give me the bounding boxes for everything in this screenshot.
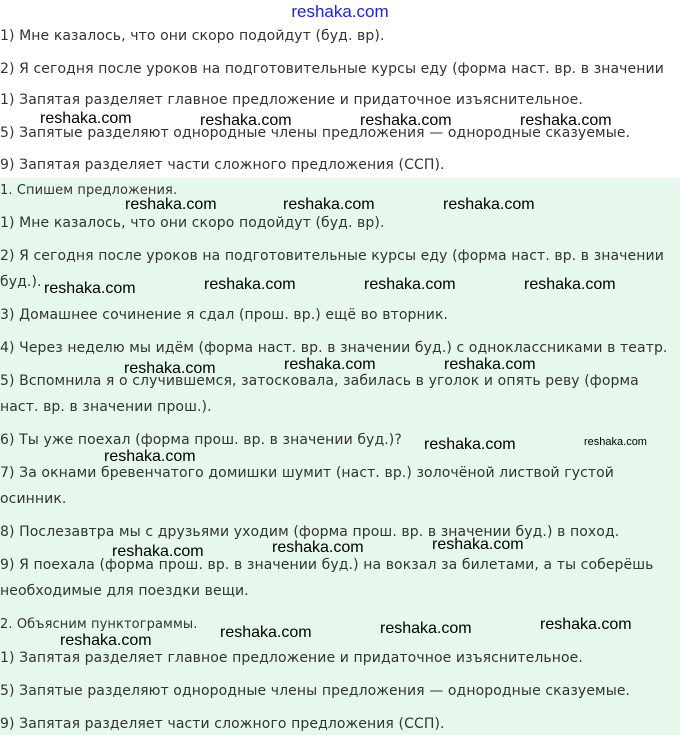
watermark: reshaka.com xyxy=(40,110,132,127)
sentence-line: 9) Я поехала (форма прош. вр. в значении буд.) на вокзал за билетами, а ты соберёшь xyxy=(0,557,654,573)
watermark: reshaka.com xyxy=(124,360,216,377)
watermark: reshaka.com xyxy=(443,196,535,213)
sentence-line: 4) Через неделю мы идём (форма наст. вр. в значении буд.) с одноклассниками в театр. xyxy=(0,340,668,356)
task-line-2: 2) Я сегодня после уроков на подготовительные курсы еду (форма наст. вр. в значении xyxy=(0,61,664,77)
watermark: reshaka.com xyxy=(284,356,376,373)
watermark: reshaka.com xyxy=(524,276,616,293)
watermark: reshaka.com xyxy=(112,543,204,560)
explanation-line: 1) Запятая разделяет главное предложение и придаточное изъяснительное. xyxy=(0,650,583,666)
task-line-4: 5) Запятые разделяют однородные члены предложения — однородные сказуемые. xyxy=(0,125,631,141)
watermark: reshaka.com xyxy=(360,112,452,129)
watermark: reshaka.com xyxy=(540,616,632,633)
sentence-line: 2) Я сегодня после уроков на подготовительные курсы еду (форма наст. вр. в значении xyxy=(0,248,664,264)
watermark: reshaka.com xyxy=(272,539,364,556)
watermark: reshaka.com xyxy=(424,436,516,453)
task-line-3: 1) Запятая разделяет главное предложение и придаточное изъяснительное. xyxy=(0,92,583,108)
sentence-line: 5) Вспомнила я о случившемся, затосковала, забилась в уголок и опять реву (форма xyxy=(0,373,639,389)
watermark: reshaka.com xyxy=(520,112,612,129)
sentence-line: 6) Ты уже поехал (форма прош. вр. в значении буд.)? xyxy=(0,432,402,448)
site-header-link[interactable]: reshaka.com xyxy=(291,2,389,21)
explanation-line: 9) Запятая разделяет части сложного предложения (ССП). xyxy=(0,716,445,732)
sentence-line: 3) Домашнее сочинение я сдал (прош. вр.) ещё во вторник. xyxy=(0,307,449,323)
section-2-title: 2. Объясним пунктограммы. xyxy=(0,617,198,632)
watermark: reshaka.com xyxy=(380,620,472,637)
watermark: reshaka.com xyxy=(283,196,375,213)
watermark: reshaka.com xyxy=(125,196,217,213)
task-block xyxy=(0,0,680,178)
sentence-line: 1) Мне казалось, что они скоро подойдут (буд. вр). xyxy=(0,215,385,231)
sentence-line: 7) За окнами бревенчатого домишки шумит (наст. вр.) золочёной листвой густой xyxy=(0,465,615,481)
sentence-line: 8) Послезавтра мы с друзьями уходим (форма прош. вр. в значении буд.) в поход. xyxy=(0,524,620,540)
sentence-line: осинник. xyxy=(0,491,67,507)
explanation-line: 5) Запятые разделяют однородные члены предложения — однородные сказуемые. xyxy=(0,683,631,699)
sentence-line: наст. вр. в значении прош.). xyxy=(0,399,212,415)
watermark: reshaka.com xyxy=(60,632,152,649)
task-line-1: 1) Мне казалось, что они скоро подойдут (буд. вр). xyxy=(0,28,385,44)
watermark: reshaka.com xyxy=(444,356,536,373)
watermark: reshaka.com xyxy=(220,624,312,641)
watermark: reshaka.com xyxy=(200,112,292,129)
watermark: reshaka.com xyxy=(44,280,136,297)
task-line-5: 9) Запятая разделяет части сложного предложения (ССП). xyxy=(0,157,445,173)
watermark: reshaka.com xyxy=(584,436,647,448)
watermark: reshaka.com xyxy=(204,276,296,293)
watermark: reshaka.com xyxy=(104,448,196,465)
section-1-title: 1. Спишем предложения. xyxy=(0,183,178,198)
sentence-line: буд.). xyxy=(0,274,42,290)
watermark: reshaka.com xyxy=(432,536,524,553)
watermark: reshaka.com xyxy=(364,276,456,293)
sentence-line: необходимые для поездки вещи. xyxy=(0,583,249,599)
